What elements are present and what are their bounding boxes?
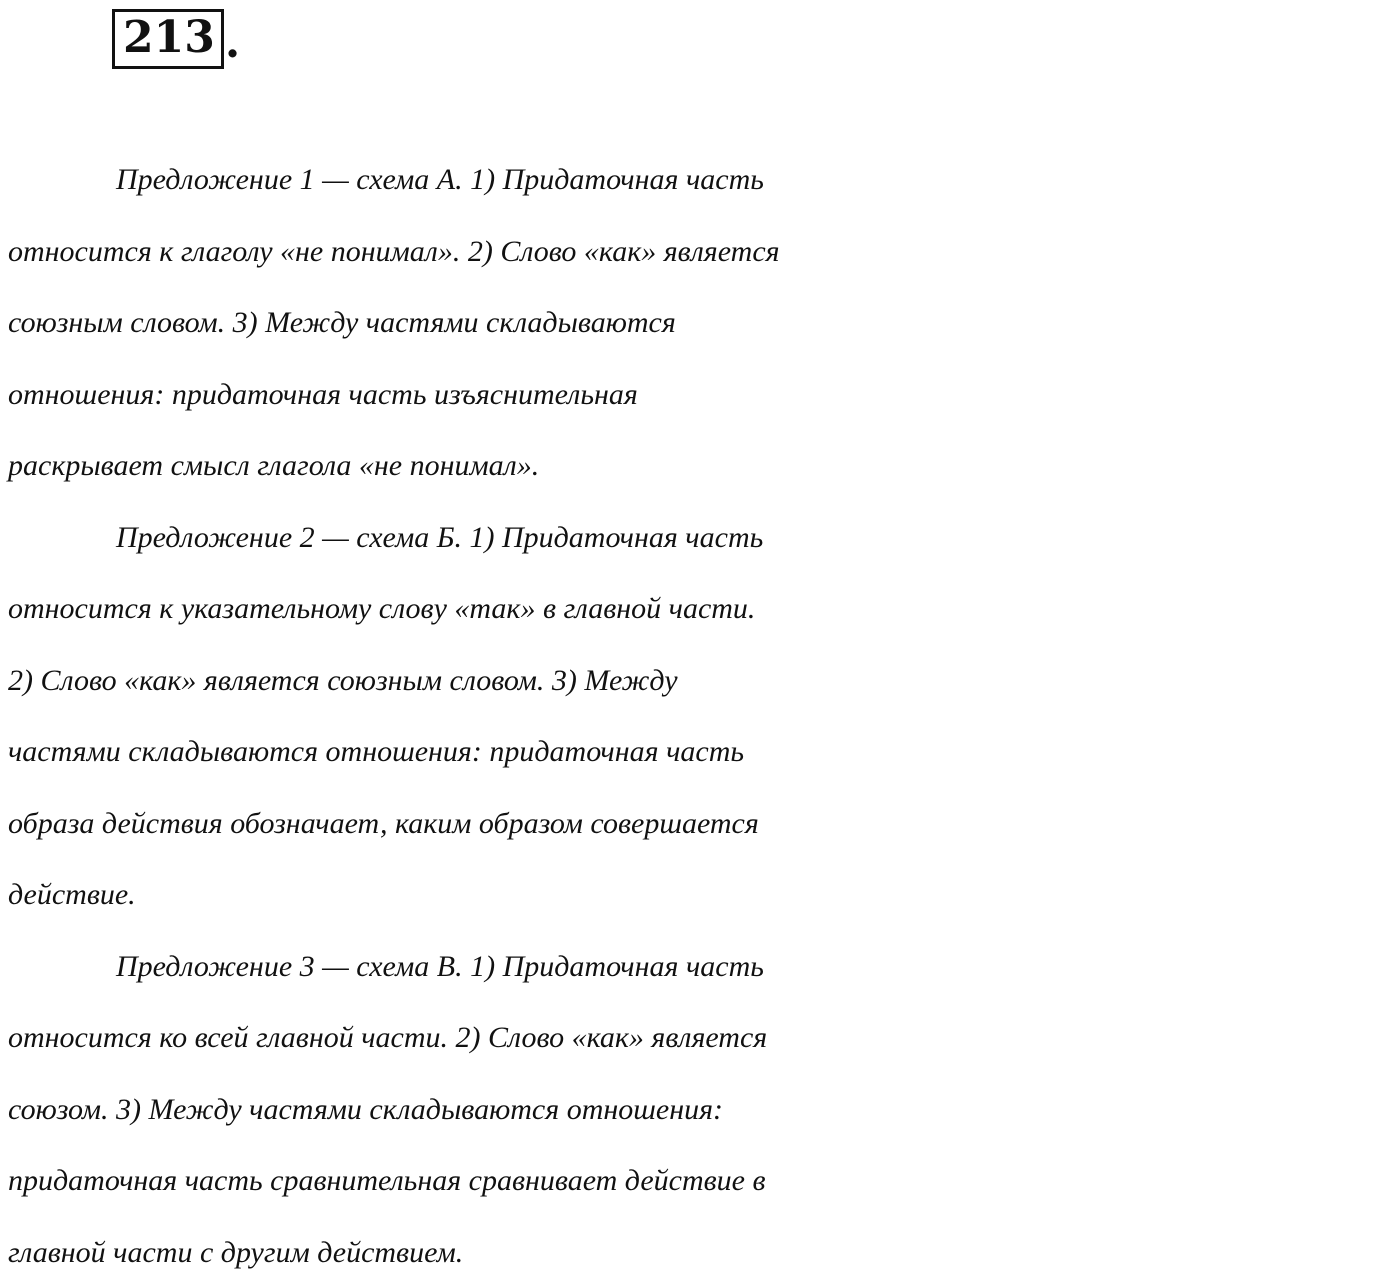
text-line: придаточная часть сравнительная сравнивает действие в [8,1145,1400,1217]
paragraph-sentence-1 [8,144,1400,502]
text-line: образа действия обозначает, каким образом совершается [8,788,1400,860]
text-line: Предложение 1 — схема А. 1) Придаточная часть [8,144,1400,216]
exercise-number-dot: . [225,17,240,69]
text-line: действие. [8,859,1400,931]
text-line: частями складываются отношения: придаточная часть [8,716,1400,788]
text-line: относится к глаголу «не понимал». 2) Слово «как» является [8,216,1400,288]
answer-text [8,144,1400,1288]
paragraph-sentence-3 [8,931,1400,1288]
text-line: относится ко всей главной части. 2) Слово «как» является [8,1002,1400,1074]
text-line: союзом. 3) Между частями складываются отношения: [8,1074,1400,1146]
text-line: относится к указательному слову «так» в главной части. [8,573,1400,645]
text-line: отношения: придаточная часть изъяснительная [8,359,1400,431]
text-line: союзным словом. 3) Между частями складываются [8,287,1400,359]
text-line: раскрывает смысл глагола «не понимал». [8,430,1400,502]
paragraph-sentence-2 [8,502,1400,931]
text-line: 2) Слово «как» является союзным словом. 3) Между [8,645,1400,717]
text-line: главной части с другим действием. [8,1217,1400,1288]
exercise-number-box: 213 [112,9,224,69]
text-line: Предложение 3 — схема В. 1) Придаточная часть [8,931,1400,1003]
text-line: Предложение 2 — схема Б. 1) Придаточная часть [8,502,1400,574]
exercise-header [112,9,240,69]
